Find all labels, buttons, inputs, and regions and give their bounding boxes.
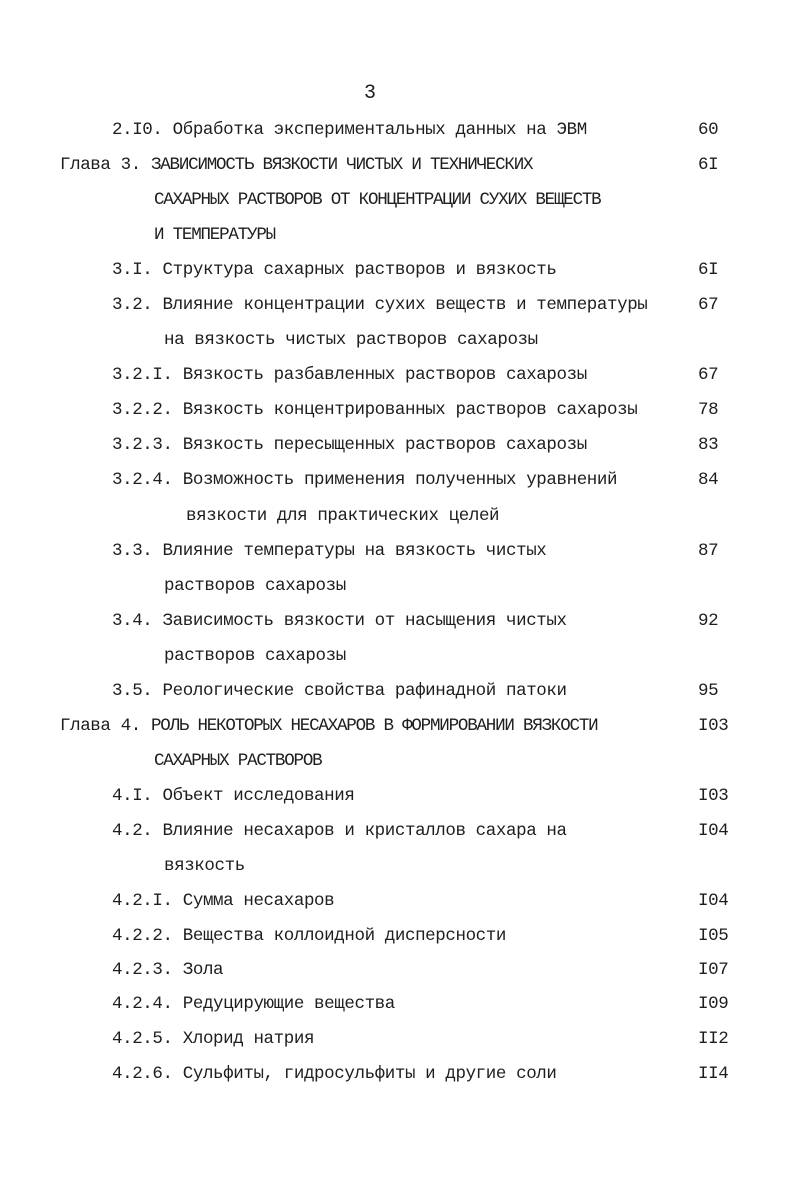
- toc-entry-page: 92: [698, 611, 719, 631]
- toc-entry-title: Сульфиты, гидросульфиты и другие соли: [182, 1064, 557, 1084]
- toc-entry-number: 3.2.2.: [112, 400, 173, 420]
- toc-entry: [112, 821, 567, 841]
- toc-entry: [112, 365, 587, 385]
- toc-entry-page: 78: [698, 400, 719, 420]
- toc-entry-page: 95: [698, 681, 719, 701]
- toc-chapter-number: Глава 3.: [60, 155, 141, 175]
- toc-entry-title: Структура сахарных растворов и вязкость: [162, 260, 557, 280]
- toc-entry-number: 4.2.4.: [112, 994, 173, 1014]
- toc-entry-title: Возможность применения полученных уравнений: [182, 470, 618, 490]
- toc-chapter-title: РОЛЬ НЕКОТОРЫХ НЕСАХАРОВ В ФОРМИРОВАНИИ ВЯЗКОСТИ: [150, 716, 598, 736]
- toc-entry-number: 3.3.: [112, 541, 153, 561]
- toc-entry-page: I03: [698, 716, 729, 736]
- toc-entry-number: 3.I.: [112, 260, 153, 280]
- toc-entry-page: 67: [698, 295, 719, 315]
- toc-entry-title: Вязкость концентрированных растворов сахарозы: [182, 400, 638, 420]
- toc-chapter-title-continued: САХАРНЫХ РАСТВОРОВ: [154, 751, 322, 771]
- toc-entry-number: 4.2.: [112, 821, 153, 841]
- toc-chapter: [60, 155, 532, 175]
- toc-entry-page: 6I: [698, 155, 719, 175]
- toc-entry-title-continued: растворов сахарозы: [164, 576, 346, 596]
- toc-entry-page: II2: [698, 1029, 729, 1049]
- toc-entry: [112, 611, 567, 631]
- toc-entry: [112, 786, 354, 806]
- toc-entry-number: 4.2.I.: [112, 891, 173, 911]
- toc-entry-page: 83: [698, 435, 719, 455]
- toc-entry-number: 4.I.: [112, 786, 153, 806]
- toc-entry-number: 3.4.: [112, 611, 153, 631]
- toc-entry-title: Вязкость пересыщенных растворов сахарозы: [182, 435, 587, 455]
- toc-entry-page: 84: [698, 470, 719, 490]
- toc-entry-title: Хлорид натрия: [182, 1029, 315, 1049]
- toc-entry-page: 67: [698, 365, 719, 385]
- toc-entry-title: Зависимость вязкости от насыщения чистых: [162, 611, 567, 631]
- toc-chapter-title: ЗАВИСИМОСТЬ ВЯЗКОСТИ ЧИСТЫХ И ТЕХНИЧЕСКИХ: [150, 155, 533, 175]
- toc-entry: [112, 435, 587, 455]
- toc-entry-number: 4.2.5.: [112, 1029, 173, 1049]
- toc-entry-page: 6I: [698, 260, 719, 280]
- toc-entry-page: 87: [698, 541, 719, 561]
- toc-entry-page: I07: [698, 960, 729, 980]
- toc-entry-title: Влияние температуры на вязкость чистых: [162, 541, 547, 561]
- toc-entry-title: Вязкость разбавленных растворов сахарозы: [182, 365, 587, 385]
- toc-entry-number: 4.2.2.: [112, 926, 173, 946]
- toc-entry-title: Вещества коллоидной дисперсности: [182, 926, 506, 946]
- toc-entry-page: I04: [698, 891, 729, 911]
- toc-entry: [112, 926, 506, 946]
- toc-entry-number: 4.2.6.: [112, 1064, 173, 1084]
- toc-entry-number: 3.2.3.: [112, 435, 173, 455]
- toc-entry-title: Зола: [182, 960, 224, 980]
- toc-entry-title: Влияние концентрации сухих веществ и температуры: [162, 295, 648, 315]
- toc-entry: [112, 120, 587, 140]
- toc-entry: [112, 1029, 314, 1049]
- toc-entry-number: 3.5.: [112, 681, 153, 701]
- toc-entry: [112, 960, 223, 980]
- toc-chapter: [60, 716, 597, 736]
- toc-entry-page: I04: [698, 821, 729, 841]
- toc-chapter-number: Глава 4.: [60, 716, 141, 736]
- toc-entry: [112, 994, 395, 1014]
- toc-entry: [112, 400, 637, 420]
- toc-entry: [112, 891, 334, 911]
- toc-entry-number: 3.2.I.: [112, 365, 173, 385]
- toc-entry-number: 3.2.: [112, 295, 153, 315]
- toc-entry-title: Сумма несахаров: [182, 891, 335, 911]
- toc-entry-page: I09: [698, 994, 729, 1014]
- toc-entry-title: Влияние несахаров и кристаллов сахара на: [162, 821, 567, 841]
- toc-entry-title-continued: вязкость: [164, 856, 245, 876]
- toc-entry-title: Редуцирующие вещества: [182, 994, 395, 1014]
- toc-entry-page: II4: [698, 1064, 729, 1084]
- toc-entry-number: 4.2.3.: [112, 960, 173, 980]
- toc-entry: [112, 541, 546, 561]
- toc-entry-title-continued: растворов сахарозы: [164, 646, 346, 666]
- page-number: 3: [364, 82, 377, 105]
- toc-entry-number: 3.2.4.: [112, 470, 173, 490]
- toc-chapter-title-continued: САХАРНЫХ РАСТВОРОВ ОТ КОНЦЕНТРАЦИИ СУХИХ ВЕЩЕСТВ: [154, 190, 601, 210]
- toc-entry-title: Обработка экспериментальных данных на ЭВМ: [172, 120, 587, 140]
- toc-entry-title: Объект исследования: [162, 786, 355, 806]
- toc-entry-page: 60: [698, 120, 719, 140]
- toc-chapter-title-continued: И ТЕМПЕРАТУРЫ: [154, 225, 275, 245]
- toc-entry-page: I03: [698, 786, 729, 806]
- toc-entry: [112, 260, 557, 280]
- toc-entry-title-continued: вязкости для практических целей: [186, 506, 500, 526]
- toc-entry: [112, 470, 617, 490]
- toc-entry: [112, 681, 567, 701]
- toc-entry-title-continued: на вязкость чистых растворов сахарозы: [164, 330, 538, 350]
- toc-entry-number: 2.I0.: [112, 120, 163, 140]
- toc-entry-page: I05: [698, 926, 729, 946]
- toc-entry: [112, 1064, 557, 1084]
- toc-entry: [112, 295, 647, 315]
- toc-entry-title: Реологические свойства рафинадной патоки: [162, 681, 567, 701]
